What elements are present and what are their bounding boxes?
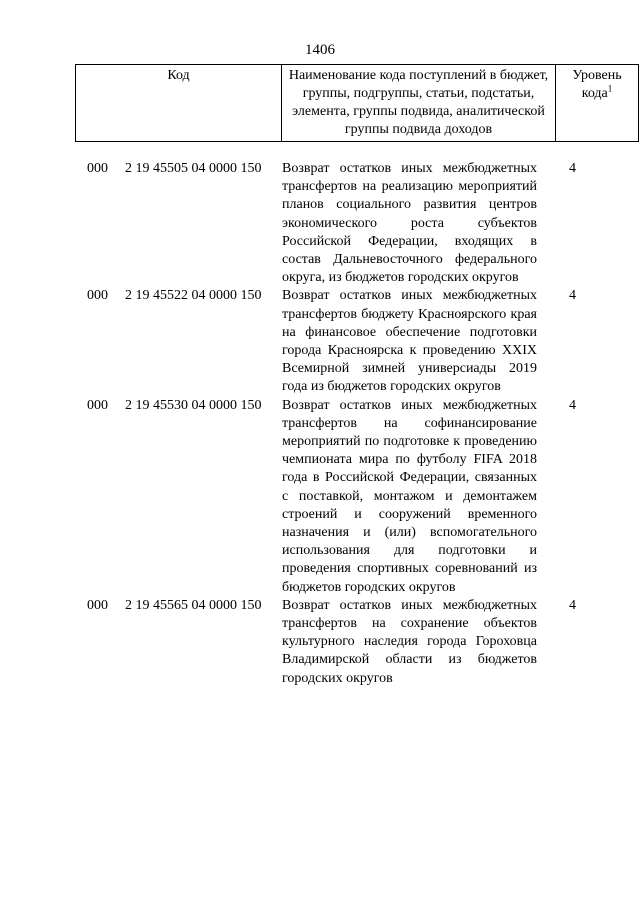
income-name: Возврат остатков иных межбюджетных трансфертов на сохранение объектов культурного наследия города Гороховца Владимирской области из бюджетов городских округов	[282, 597, 537, 686]
admin-code: 000	[87, 161, 108, 176]
header-code: Код	[76, 65, 282, 142]
header-level-label: Уровень кода	[572, 68, 622, 101]
table-row	[75, 160, 617, 287]
admin-code: 000	[87, 597, 108, 613]
income-name: Возврат остатков иных межбюджетных трансфертов бюджету Красноярского края на финансовое обеспечение подготовки города Красноярска к проведению XXIX Всемирной зимней универсиады 2019 года из бюджетов городских округов	[282, 288, 537, 395]
code-level: 4	[569, 597, 576, 613]
income-code: 2 19 45530 04 0000 150	[125, 397, 262, 413]
admin-code: 000	[87, 288, 108, 304]
page-number: 1406	[305, 42, 335, 58]
admin-code: 000	[87, 397, 108, 413]
income-code: 2 19 45565 04 0000 150	[125, 597, 262, 613]
income-name: Возврат остатков иных межбюджетных трансфертов на реализацию мероприятий планов социального развития центров экономического роста субъектов Российской Федерации, входящих в состав Дальневосточного федерального округа, из бюджетов городских округов	[282, 161, 537, 286]
code-level: 4	[569, 397, 576, 413]
code-level: 4	[569, 161, 576, 176]
header-level	[556, 65, 639, 142]
table-row	[75, 397, 617, 597]
income-name: Возврат остатков иных межбюджетных трансфертов на софинансирование мероприятий по подготовке к проведению чемпионата мира по футболу FIFA 2018 года в Российской Федерации, связанных с поставкой, монтажом и демонтажем строений и сооружений временного назначения и (или) вспомогательного использования для подготовки и проведения спортивных соревнований из бюджетов городских округов	[282, 397, 537, 595]
table-header	[75, 64, 639, 142]
table-body	[75, 160, 617, 688]
header-name: Наименование кода поступлений в бюджет, группы, подгруппы, статьи, подстатьи, элемента, группы подвида, аналитической группы подвида доходов	[282, 65, 556, 142]
table-row	[75, 597, 617, 688]
table-row	[75, 287, 617, 396]
footnote-ref: 1	[607, 83, 613, 94]
income-code: 2 19 45505 04 0000 150	[125, 161, 262, 176]
income-code: 2 19 45522 04 0000 150	[125, 288, 262, 304]
code-level: 4	[569, 288, 576, 304]
